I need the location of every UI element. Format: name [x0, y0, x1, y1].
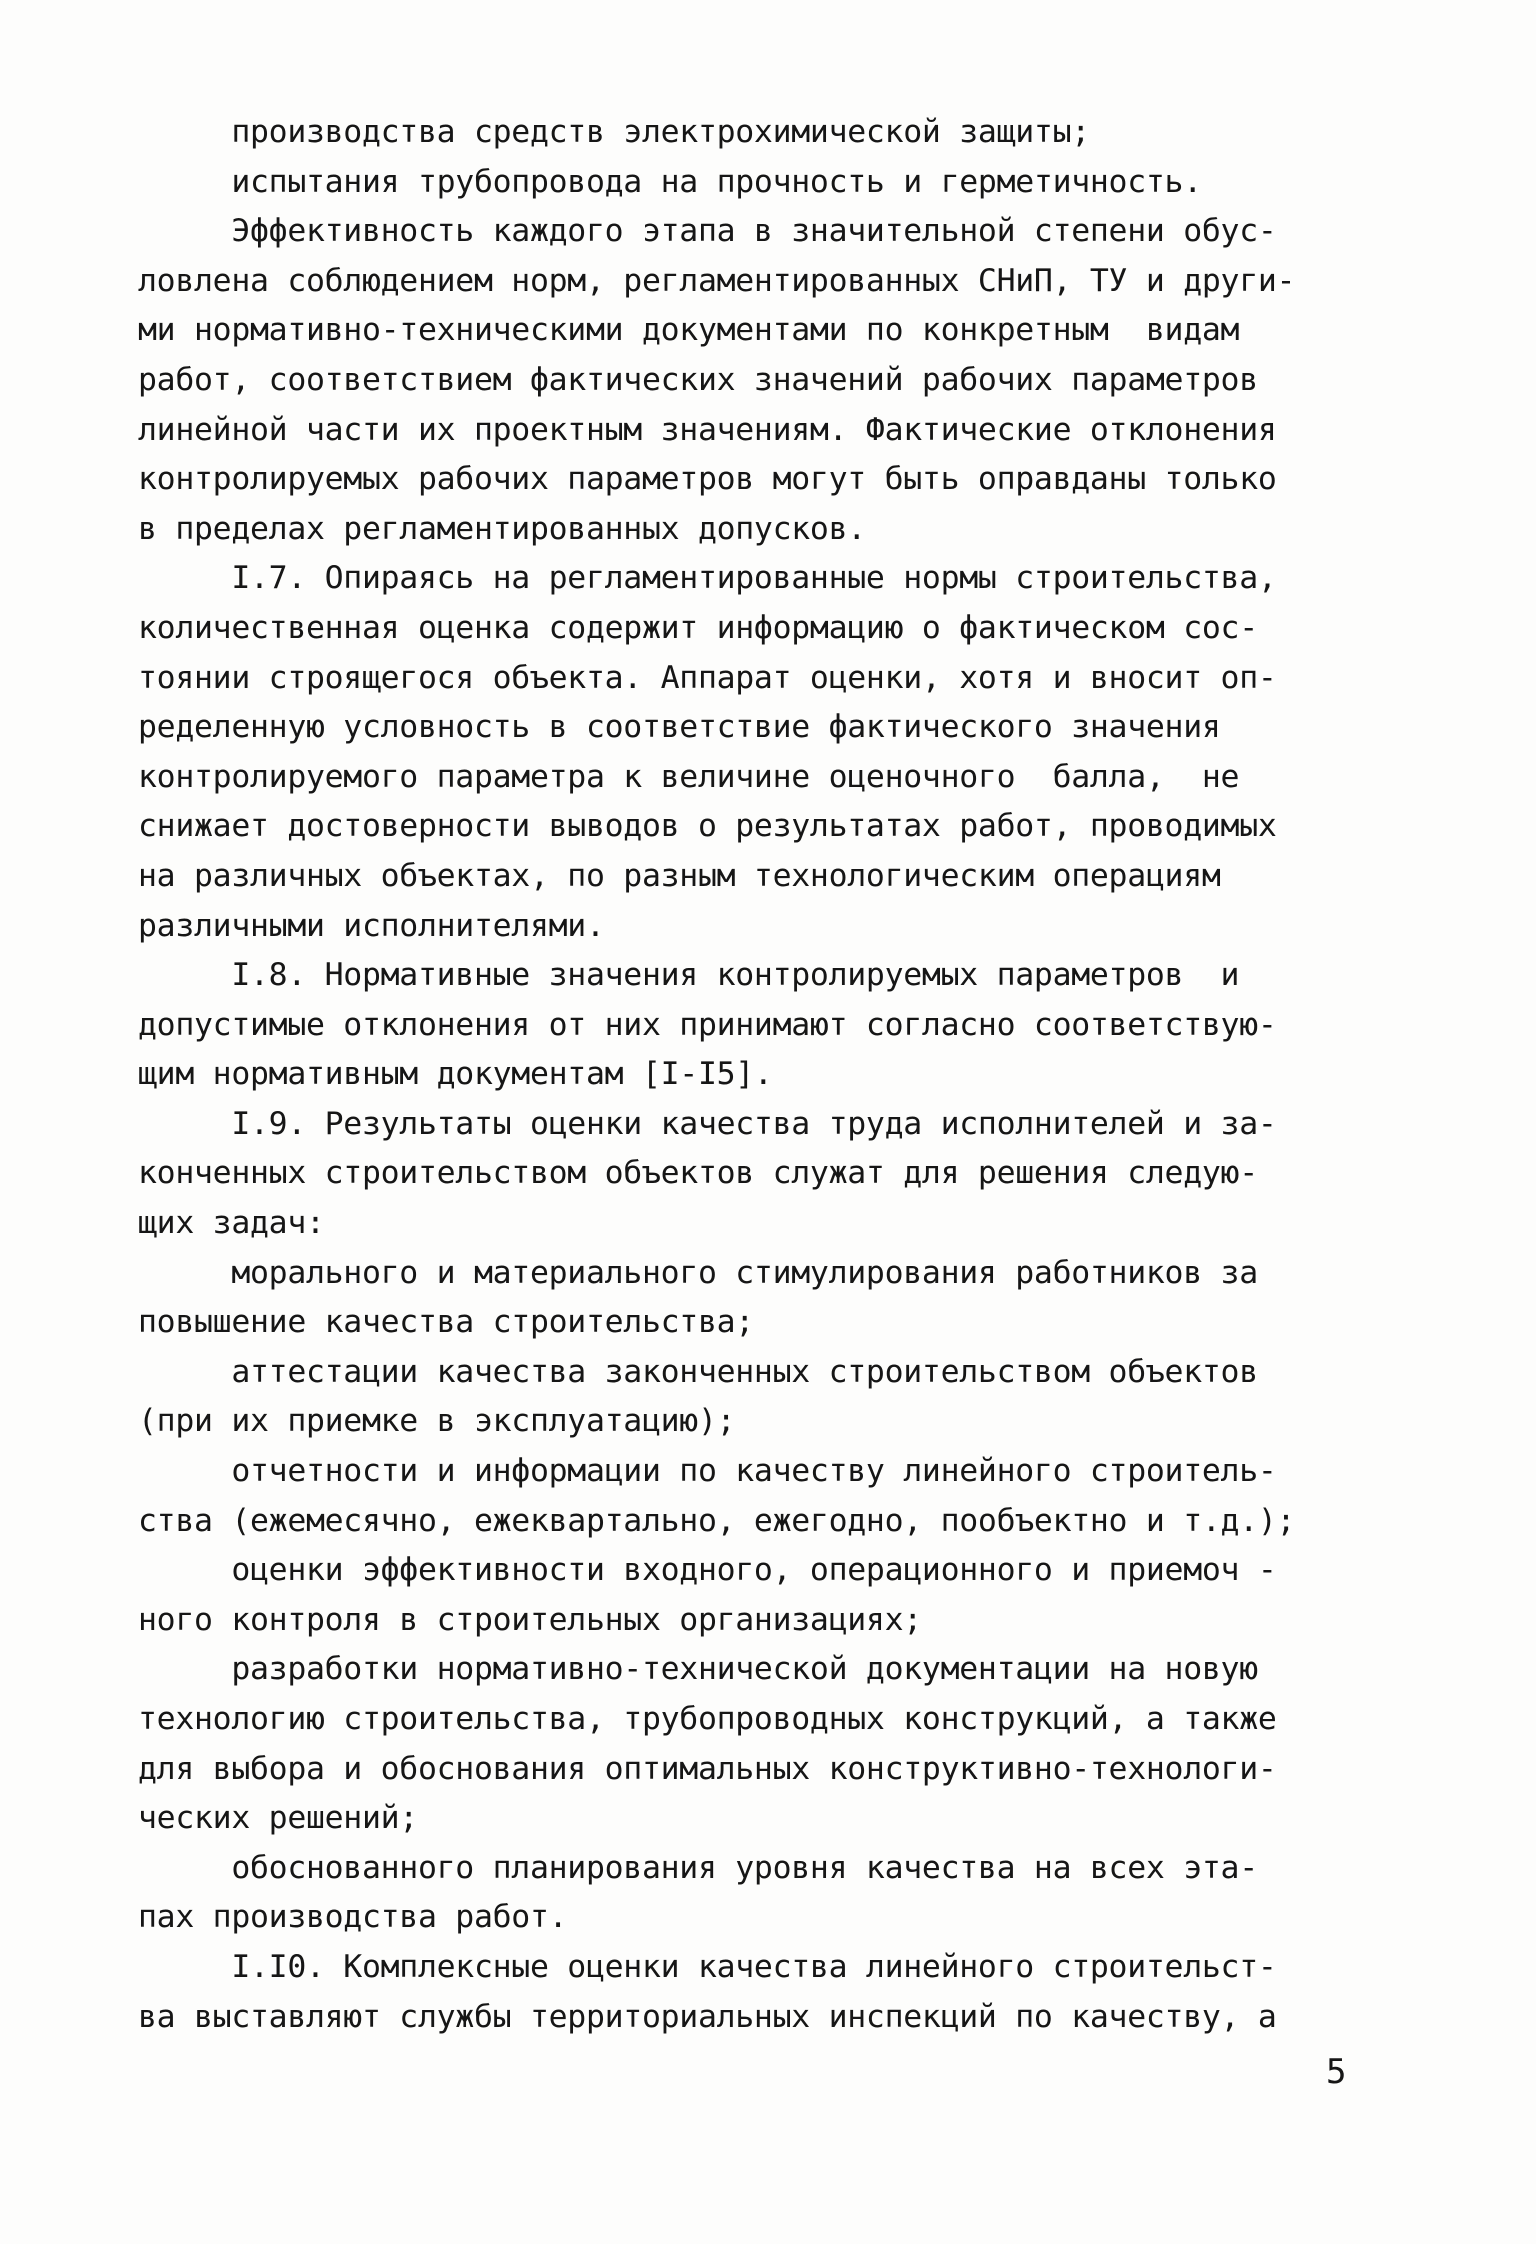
text-line: различными исполнителями. [138, 907, 605, 944]
text-line: морального и материального стимулирования работников за [138, 1254, 1258, 1291]
text-line: ческих решений; [138, 1800, 418, 1837]
text-line: разработки нормативно-технической документации на новую [138, 1651, 1258, 1688]
text-line: ловлена соблюдением норм, регламентированных СНиП, ТУ и други- [138, 262, 1296, 299]
text-line: повышение качества строительства; [138, 1304, 754, 1341]
text-line: I.8. Нормативные значения контролируемых параметров и [138, 957, 1240, 994]
text-line: тоянии строящегося объекта. Аппарат оценки, хотя и вносит оп- [138, 659, 1277, 696]
text-line: обоснованного планирования уровня качества на всех эта- [138, 1849, 1258, 1886]
text-line: снижает достоверности выводов о результатах работ, проводимых [138, 808, 1277, 845]
text-line: ства (ежемесячно, ежеквартально, ежегодно, пообъектно и т.д.); [138, 1502, 1296, 1539]
text-line: оценки эффективности входного, операционного и приемоч - [138, 1552, 1277, 1589]
text-line: ределенную условность в соответствие фактического значения [138, 709, 1221, 746]
text-line: щим нормативным документам [I-I5]. [138, 1056, 773, 1093]
text-line: I.9. Результаты оценки качества труда исполнителей и за- [138, 1105, 1277, 1142]
text-line: I.7. Опираясь на регламентированные нормы строительства, [138, 560, 1277, 597]
text-line: допустимые отклонения от них принимают согласно соответствую- [138, 1006, 1277, 1043]
text-line: испытания трубопровода на прочность и герметичность. [138, 163, 1202, 200]
text-line: контролируемых рабочих параметров могут быть оправданы только [138, 461, 1277, 498]
text-line: контролируемого параметра к величине оценочного балла, не [138, 758, 1240, 795]
text-line: (при их приемке в эксплуатацию); [138, 1403, 736, 1440]
text-line: на различных объектах, по разным технологическим операциям [138, 857, 1221, 894]
text-line: щих задач: [138, 1205, 325, 1242]
text-line: аттестации качества законченных строительством объектов [138, 1353, 1258, 1390]
text-line: в пределах регламентированных допусков. [138, 510, 866, 547]
text-line: для выбора и обоснования оптимальных конструктивно-технологи- [138, 1750, 1277, 1787]
text-line: пах производства работ. [138, 1899, 568, 1936]
text-line: ного контроля в строительных организациях; [138, 1601, 922, 1638]
text-line: ва выставляют службы территориальных инспекций по качеству, а [138, 1998, 1277, 2035]
text-line: Эффективность каждого этапа в значительной степени обус- [138, 213, 1277, 250]
text-line: I.I0. Комплексные оценки качества линейного строительст- [138, 1948, 1277, 1985]
text-line: линейной части их проектным значениям. Фактические отклонения [138, 411, 1277, 448]
text-line: конченных строительством объектов служат для решения следую- [138, 1155, 1258, 1192]
text-line: производства средств электрохимической защиты; [138, 114, 1090, 150]
text-line: количественная оценка содержит информацию о фактическом сос- [138, 609, 1258, 646]
body-text [138, 108, 1418, 2042]
text-line: ми нормативно-техническими документами по конкретным видам [138, 312, 1240, 349]
page-number: 5 [1326, 2052, 1347, 2092]
text-line: работ, соответствием фактических значений рабочих параметров [138, 361, 1258, 398]
text-line: технологию строительства, трубопроводных конструкций, а также [138, 1701, 1277, 1737]
text-line: отчетности и информации по качеству линейного строитель- [138, 1453, 1277, 1490]
